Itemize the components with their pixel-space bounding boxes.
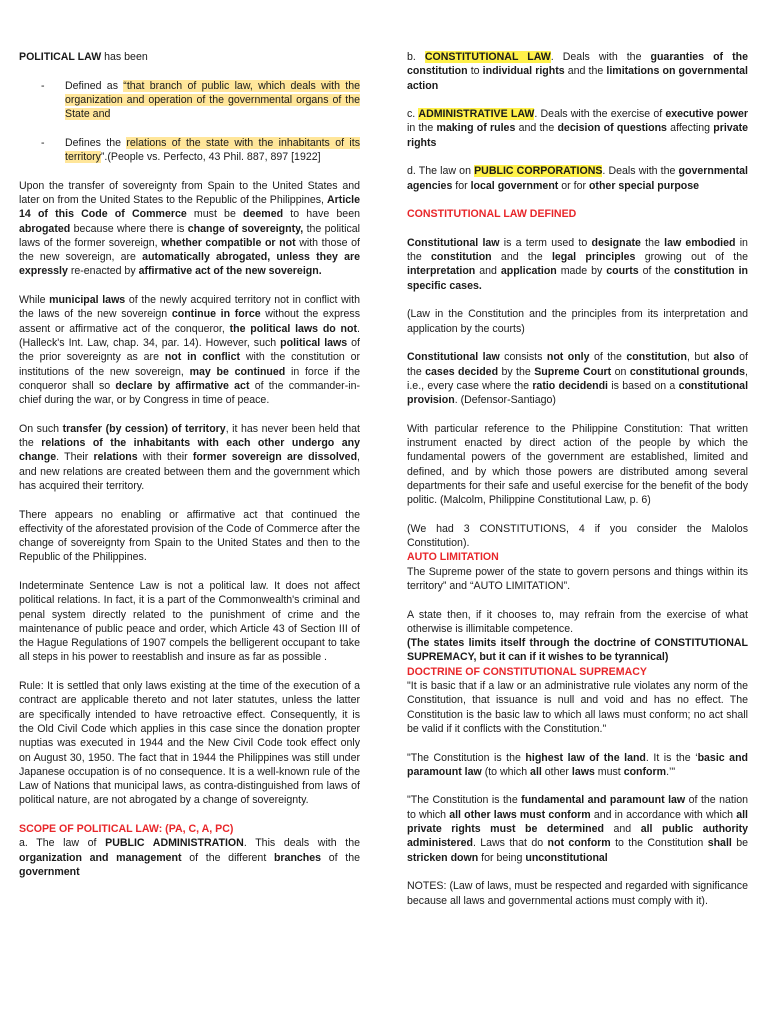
text-run: with the constitution or institutions of the new sovereign, bbox=[19, 351, 360, 378]
bold-run: organization and management bbox=[19, 851, 182, 864]
text-run: must be bbox=[186, 208, 244, 221]
bold-run: constitutional grounds bbox=[629, 365, 746, 378]
section-heading: DOCTRINE OF CONSTITUTIONAL SUPREMACY bbox=[407, 665, 647, 678]
text-run: of the bbox=[638, 265, 675, 278]
bold-run: all public authority administered bbox=[407, 823, 748, 850]
scope-item-administrative-law bbox=[407, 107, 748, 150]
bold-run: the political laws do not bbox=[229, 322, 358, 335]
bold-run: ratio decidendi bbox=[532, 379, 608, 392]
bold-run: deemed bbox=[243, 208, 284, 221]
text-run: (Law in the Constitution and the principles from its interpretation and application by the courts) bbox=[407, 308, 748, 335]
text-run: On such bbox=[19, 422, 63, 435]
text-run: . (Defensor-Santiago) bbox=[454, 394, 556, 407]
bold-run: laws bbox=[571, 765, 595, 778]
text-run: There appears no enabling or affirmative act that continued the effectivity of the aforestated provision of the Code of Commerce after the change of sovereignty from Spain to the United States and then to the Republic of the Philippines. bbox=[19, 508, 360, 564]
text-run: to bbox=[467, 65, 483, 78]
text-run: . (Halleck's Int. Law, chap. 34, par. 14). However, such bbox=[19, 322, 360, 349]
bold-run: constitution in specific cases. bbox=[407, 265, 748, 292]
definition-list bbox=[19, 79, 360, 165]
text-run: (to which bbox=[481, 765, 531, 778]
text-run: b. bbox=[407, 51, 425, 63]
bold-run: cases decided bbox=[425, 365, 499, 378]
bold-run: (The states limits itself through the doctrine of CONSTITUTIONAL SUPREMACY, but it can if it wishes to be tyrannical) bbox=[407, 637, 748, 664]
text-run: on bbox=[611, 365, 630, 378]
bold-run: constitution bbox=[626, 351, 687, 364]
paragraph bbox=[19, 508, 360, 565]
text-run: d. The law on bbox=[407, 165, 475, 178]
text-run: "The Constitution is the bbox=[407, 751, 526, 764]
text-run: Upon the transfer of sovereignty from Spain to the United States and later on from the United States to the Republic of the Philippines, bbox=[19, 179, 360, 206]
dash-bullet-icon: - bbox=[41, 136, 45, 149]
text-run: While bbox=[19, 294, 50, 307]
text-run: and in accordance with which bbox=[590, 808, 737, 821]
section-heading: CONSTITUTIONAL LAW DEFINED bbox=[407, 208, 577, 221]
bold-run: whether compatible or not bbox=[161, 236, 296, 249]
text-run: and the bbox=[564, 65, 607, 78]
text-run: in the bbox=[407, 122, 437, 135]
bold-run: individual rights bbox=[482, 65, 565, 78]
bold-run: all bbox=[530, 765, 542, 778]
bold-run: interpretation bbox=[407, 265, 476, 278]
text-run: in the bbox=[407, 236, 748, 264]
text-run: a. The law of bbox=[19, 837, 106, 850]
paragraph bbox=[407, 793, 748, 864]
text-run: . Laws that do bbox=[472, 837, 548, 850]
text-run: to have been bbox=[283, 208, 360, 221]
text-run: "It is basic that if a law or an administrative rule violates any norm of the Constitution, that issuance is null and void and has no effect. The Constitution is the basic law to which all laws must conform; no act shall be valid if it conflicts with the Constitution." bbox=[407, 680, 748, 735]
bold-run: not only bbox=[546, 351, 590, 364]
political-law-intro: POLITICAL LAW has been bbox=[19, 51, 148, 63]
bold-run: courts bbox=[606, 265, 639, 278]
text-run: of the commander-in-chief during the war, or by Congress in time of peace. bbox=[19, 379, 360, 407]
bold-run: transfer (by cession) of territory bbox=[62, 422, 226, 435]
text-run: for being bbox=[478, 851, 526, 864]
paragraph bbox=[407, 522, 748, 551]
text-run: with their bbox=[137, 451, 193, 464]
bold-run: Constitutional law bbox=[407, 351, 500, 364]
bold-run: automatically abrogated, unless they are expressly bbox=[19, 251, 360, 278]
paragraph bbox=[407, 679, 748, 736]
highlighted-text: relations of the state with the inhabitants of its territory bbox=[65, 136, 360, 164]
text-run: be bbox=[731, 837, 748, 850]
text-run: of the different bbox=[181, 851, 274, 864]
bold-run: political laws bbox=[280, 336, 348, 349]
bold-run: constitutional provision bbox=[407, 379, 749, 407]
text-run: by the bbox=[498, 365, 535, 378]
bold-run: municipal laws bbox=[49, 294, 126, 307]
paragraph bbox=[19, 679, 360, 808]
bold-run: unconstitutional bbox=[525, 851, 608, 864]
text-run: of the bbox=[321, 851, 361, 864]
bold-run: abrogated bbox=[19, 222, 71, 235]
bold-run: executive power bbox=[665, 108, 748, 121]
paragraph bbox=[19, 179, 360, 279]
text-run: consists bbox=[499, 351, 547, 364]
bold-run: may be continued bbox=[189, 365, 286, 378]
paragraph bbox=[407, 236, 748, 293]
bold-run: relations of the inhabitants with each other undergo any change bbox=[19, 437, 360, 464]
definition-item: - Defines the relations of the state with the inhabitants of its territory”.(People vs. Perfecto, 43 Phil. 887, 897 [1922] bbox=[41, 136, 360, 164]
bold-run: Constitutional law bbox=[407, 236, 500, 249]
text-run: other bbox=[541, 765, 572, 778]
scope-item-constitutional-law bbox=[407, 50, 748, 93]
bold-run: local government bbox=[470, 179, 559, 192]
text-run: . This deals with the bbox=[243, 837, 360, 850]
text-run: of the bbox=[589, 351, 627, 364]
bold-run: Article 14 of this Code of Commerce bbox=[19, 193, 360, 221]
bold-run: designate bbox=[591, 236, 641, 249]
dash-bullet-icon: - bbox=[41, 79, 45, 92]
text-run: , and new relations are created between them and the government which has acquired their territory. bbox=[19, 451, 360, 492]
bold-run: all other laws must conform bbox=[449, 808, 591, 821]
bold-run: fundamental and paramount law bbox=[521, 794, 686, 807]
bold-run: constitution bbox=[431, 251, 492, 264]
text-run: the political laws of the former sovereign, bbox=[19, 222, 360, 249]
text-run: . Their bbox=[56, 451, 94, 464]
text-run: is a term used to bbox=[499, 236, 592, 249]
bold-run: former sovereign are dissolved bbox=[192, 451, 358, 464]
text-run: NOTES: (Law of laws, must be respected and regarded with significance because all laws and governmental actions must comply with it). bbox=[407, 880, 748, 907]
section-heading: SCOPE OF POLITICAL LAW: (PA, C, A, PC) bbox=[19, 823, 234, 836]
bold-run: guaranties of the constitution bbox=[407, 51, 748, 78]
text-run: c. bbox=[407, 108, 419, 121]
bold-run: branches bbox=[273, 851, 322, 864]
text-run: is based on a bbox=[608, 379, 679, 392]
bold-run: continue in force bbox=[171, 308, 261, 321]
paragraph bbox=[19, 293, 360, 407]
text-run: of the prior sovereignty as are bbox=[19, 336, 361, 364]
bold-run: government bbox=[19, 865, 80, 878]
right-column bbox=[407, 50, 748, 908]
text-run: . Deals with the bbox=[550, 51, 651, 63]
text-run: of the nation to which bbox=[407, 794, 748, 821]
text-run: "The Constitution is the bbox=[407, 794, 522, 807]
definition-item: - Defined as “that branch of public law, which deals with the organization and operation of the governmental organs of the State and bbox=[41, 79, 360, 121]
text-run: with those of the new sovereign, are bbox=[19, 236, 360, 264]
text-run: growing out of the bbox=[635, 251, 748, 264]
text-run: re-enacted by bbox=[67, 265, 139, 278]
paragraph bbox=[19, 579, 360, 665]
text-run: of the newly acquired territory not in conflict with the laws of the new sovereign bbox=[19, 294, 360, 321]
bold-run: application bbox=[500, 265, 557, 278]
bold-run: affirmative act of the new sovereign. bbox=[138, 265, 322, 278]
text-run: Rule: It is settled that only laws existing at the time of the execution of a contract are applicable thereto and not later statutes, unless the latter are specifically intended to have retroactive effect. Consequently, it is the Old Civil Code which applies in this case since the donation propter nuptias was executed in 1944 and the New Civil Code took effect only on August 30, 1950. The fact that in 1944 the Philippines was still under Japanese occupation is of no consequence. It is a well-known rule of the Law of Nations that municipal laws, as contra-distinguished from laws of political nature, are not abrogated by a change of sovereignty. bbox=[19, 680, 360, 807]
text-run: (We had 3 CONSTITUTIONS, 4 if you consider the Malolos Constitution). bbox=[407, 522, 748, 550]
text-run: without the express assent or affirmative act of the conqueror, bbox=[19, 308, 360, 335]
bold-run: limitations on governmental action bbox=[407, 65, 748, 92]
bold-run: conform bbox=[623, 765, 667, 778]
text-run: the bbox=[640, 236, 665, 249]
text-run: , but bbox=[687, 351, 714, 364]
paragraph bbox=[407, 565, 748, 594]
highlighted-text: “that branch of public law, which deals with the organization and operation of the governmental organs of the State and bbox=[65, 79, 360, 121]
bold-run: making of rules bbox=[436, 122, 516, 135]
bold-run: governmental agencies bbox=[407, 165, 748, 192]
paragraph bbox=[19, 422, 360, 493]
text-run: .’" bbox=[666, 765, 676, 778]
bold-run: also bbox=[713, 351, 735, 364]
bold-run: law embodied bbox=[664, 236, 736, 249]
text-run: , it has never been held that the bbox=[19, 422, 360, 450]
bold-run: PUBLIC ADMINISTRATION bbox=[105, 837, 244, 850]
text-run: because where there is bbox=[70, 222, 188, 235]
paragraph bbox=[407, 422, 748, 508]
bold-run: legal principles bbox=[551, 251, 636, 264]
highlighted-term: CONSTITUTIONAL LAW bbox=[424, 51, 551, 63]
paragraph bbox=[407, 608, 748, 637]
scope-item-public-corporations bbox=[407, 164, 748, 193]
section-heading: AUTO LIMITATION bbox=[407, 551, 499, 564]
paragraph bbox=[407, 751, 748, 780]
bold-run: all private rights must be determined bbox=[407, 808, 748, 836]
text-run: for bbox=[452, 179, 471, 192]
text-run: or for bbox=[558, 179, 589, 192]
text-run: made by bbox=[556, 265, 607, 278]
bold-run: basic and paramount law bbox=[407, 751, 749, 778]
bold-run: shall bbox=[707, 837, 732, 850]
text-run: . It is the ‘ bbox=[645, 751, 698, 764]
bold-run: change of sovereignty, bbox=[187, 222, 304, 235]
text-run: affecting bbox=[666, 122, 714, 135]
bold-run: not in conflict bbox=[164, 351, 241, 364]
text-run: , i.e., every case where the bbox=[407, 365, 748, 392]
text-run: . Deals with the bbox=[602, 165, 679, 178]
text-run: in force if the conqueror shall so bbox=[19, 365, 361, 392]
bold-run: decision of questions bbox=[557, 122, 667, 135]
text-run: must bbox=[594, 765, 624, 778]
text-run: With particular reference to the Philippine Constitution: That written instrument enacted by direct action of the people by which the fundamental powers of the government are established, limited and defined, and by which those powers are distributed among several departments for their safe and useful exercise for the benefit of the body politic. (Malcolm, Philippine Constitutional Law, p. 6) bbox=[407, 422, 748, 507]
text-run: and the bbox=[491, 251, 552, 264]
text-run: . Deals with the exercise of bbox=[534, 108, 666, 121]
text-run: and bbox=[475, 265, 501, 278]
bold-run: Supreme Court bbox=[534, 365, 612, 378]
scope-item-public-administration bbox=[19, 836, 360, 879]
text-run: of the bbox=[407, 351, 748, 378]
paragraph bbox=[407, 307, 748, 336]
bold-run: private rights bbox=[407, 122, 749, 149]
text-run: and the bbox=[515, 122, 558, 135]
bold-run: other special purpose bbox=[588, 179, 700, 192]
bold-run: stricken down bbox=[407, 851, 479, 864]
text-run: and bbox=[603, 823, 641, 836]
bold-run: declare by affirmative act bbox=[115, 379, 250, 392]
text-run: A state then, if it chooses to, may refrain from the exercise of what otherwise is illimitable competence. bbox=[407, 608, 748, 635]
text-run: The Supreme power of the state to govern persons and things within its territory” and “AUTO LIMITATION”. bbox=[407, 565, 748, 592]
notes-paragraph bbox=[407, 879, 748, 908]
text-run: to the Constitution bbox=[610, 837, 708, 850]
paragraph bbox=[407, 350, 748, 407]
left-column bbox=[19, 50, 360, 879]
text-run: Indeterminate Sentence Law is not a political law. It does not affect political relations. In fact, it is a part of the Commonwealth's criminal and penal system directly related to the punishment of crime and the maintenance of public peace and order, which Article 43 of Section III of the Hague Regulations of 1907 compels the belligerent occupant to take all steps in his power to reestablish and insure as far as possible . bbox=[19, 579, 360, 664]
highlighted-term: ADMINISTRATIVE LAW bbox=[418, 108, 535, 121]
bold-run: relations bbox=[93, 451, 138, 464]
highlighted-term: PUBLIC CORPORATIONS bbox=[474, 165, 603, 178]
paragraph bbox=[407, 636, 748, 665]
bold-run: not conform bbox=[547, 837, 611, 850]
bold-run: highest law of the land bbox=[525, 751, 646, 764]
